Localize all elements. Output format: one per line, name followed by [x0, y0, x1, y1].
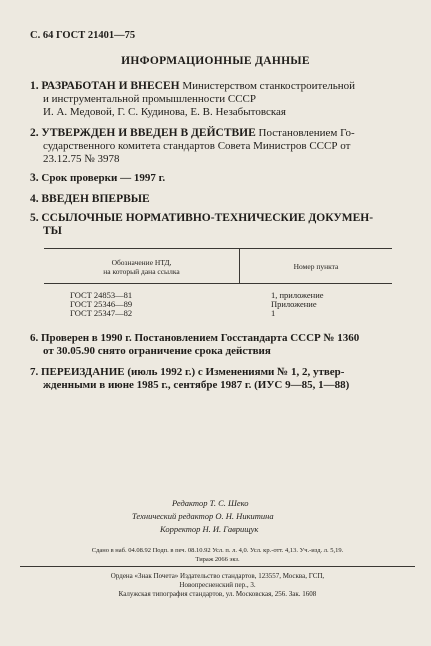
- section-7: [30, 366, 410, 392]
- section-7-number: 7.: [30, 366, 39, 378]
- section-1-authors: И. А. Медовой, Г. С. Кудинова, Е. В. Незабытовская: [43, 106, 286, 118]
- credit-tech-editor: Технический редактор О. Н. Никитина: [132, 511, 274, 521]
- table-row-2-ref: ГОСТ 25346—89: [70, 299, 133, 309]
- table-header-ntd: Обозначение НТД, на который дана ссылка: [103, 258, 180, 276]
- table-header-item: Номер пункта: [293, 262, 339, 271]
- imprint-line2: Тираж 2066 экз.: [195, 556, 240, 563]
- table-row-3-ref: ГОСТ 25347—82: [70, 308, 133, 318]
- section-3-text: Срок проверки — 1997 г.: [41, 172, 166, 184]
- section-6-line2: от 30.05.90 снято ограничение срока действия: [43, 345, 271, 357]
- publisher-line1: Ордена «Знак Почета» Издательство стандартов, 123557, Москва, ГСП,: [110, 572, 325, 580]
- publisher-line2: Новопресненский пер., 3.: [179, 581, 256, 589]
- credit-editor: Редактор Т. С. Шеко: [172, 498, 249, 508]
- section-5-line2: ТЫ: [43, 225, 62, 237]
- section-5-number: 5.: [30, 212, 39, 224]
- table-row-3-item: 1: [271, 308, 276, 318]
- section-1: [30, 80, 410, 119]
- section-3: [30, 172, 410, 185]
- publisher-line3: Калужская типография стандартов, ул. Московская, 256. Зак. 1608: [118, 590, 317, 598]
- page-header: С. 64 ГОСТ 21401—75: [30, 30, 136, 41]
- section-2-lead: УТВЕРЖДЕН И ВВЕДЕН В ДЕЙСТВИЕ: [41, 127, 256, 139]
- section-6-number: 6.: [30, 332, 39, 344]
- section-5-line1: ССЫЛОЧНЫЕ НОРМАТИВНО-ТЕХНИЧЕСКИЕ ДОКУМЕН-: [41, 212, 374, 224]
- publisher: [20, 572, 415, 599]
- section-5: [30, 212, 410, 238]
- section-6: [30, 332, 410, 358]
- table-top-rule: [44, 248, 392, 249]
- imprint-rule: [20, 566, 415, 567]
- credit-corrector: Корректор Н. И. Гаврищук: [160, 524, 259, 534]
- table-row-1-item: 1, приложение: [271, 290, 324, 300]
- section-2-text3: 23.12.75 № 3978: [43, 153, 120, 165]
- section-7-line2: жденными в июне 1985 г., сентябре 1987 г. (ИУС 9—85, 1—88): [43, 379, 350, 391]
- section-3-number: 3.: [30, 172, 39, 184]
- section-6-line1: Проверен в 1990 г. Постановлением Госстандарта СССР № 1360: [41, 332, 360, 344]
- section-2-text2: сударственного комитета стандартов Совета Министров СССР от: [43, 140, 351, 152]
- section-7-line1: ПЕРЕИЗДАНИЕ (июль 1992 г.) с Изменениями № 1, 2, утвер-: [41, 366, 345, 378]
- section-2-number: 2.: [30, 127, 39, 139]
- section-2-text1: Постановлением Го-: [258, 127, 355, 139]
- section-2: [30, 127, 410, 166]
- section-1-text1: Министерством станкостроительной: [182, 80, 356, 92]
- section-4-number: 4.: [30, 193, 39, 205]
- section-1-number: 1.: [30, 80, 39, 92]
- section-1-text2: и инструментальной промышленности СССР: [43, 93, 256, 105]
- page-title: ИНФОРМАЦИОННЫЕ ДАННЫЕ: [121, 55, 310, 67]
- imprint-line1: Сдано в наб. 04.08.92 Подп. в печ. 08.10.92 Усл. п. л. 4,0. Усл. кр.-отт. 4,13. Уч.-изд. л. 5,19.: [91, 547, 344, 554]
- imprint: [20, 546, 415, 564]
- section-4: [30, 193, 410, 206]
- section-1-lead: РАЗРАБОТАН И ВНЕСЕН: [41, 80, 180, 92]
- section-4-text: ВВЕДЕН ВПЕРВЫЕ: [41, 193, 150, 205]
- table-row-2-item: Приложение: [271, 299, 317, 309]
- table-header-rule: [44, 283, 392, 284]
- table-row-1-ref: ГОСТ 24853—81: [70, 290, 133, 300]
